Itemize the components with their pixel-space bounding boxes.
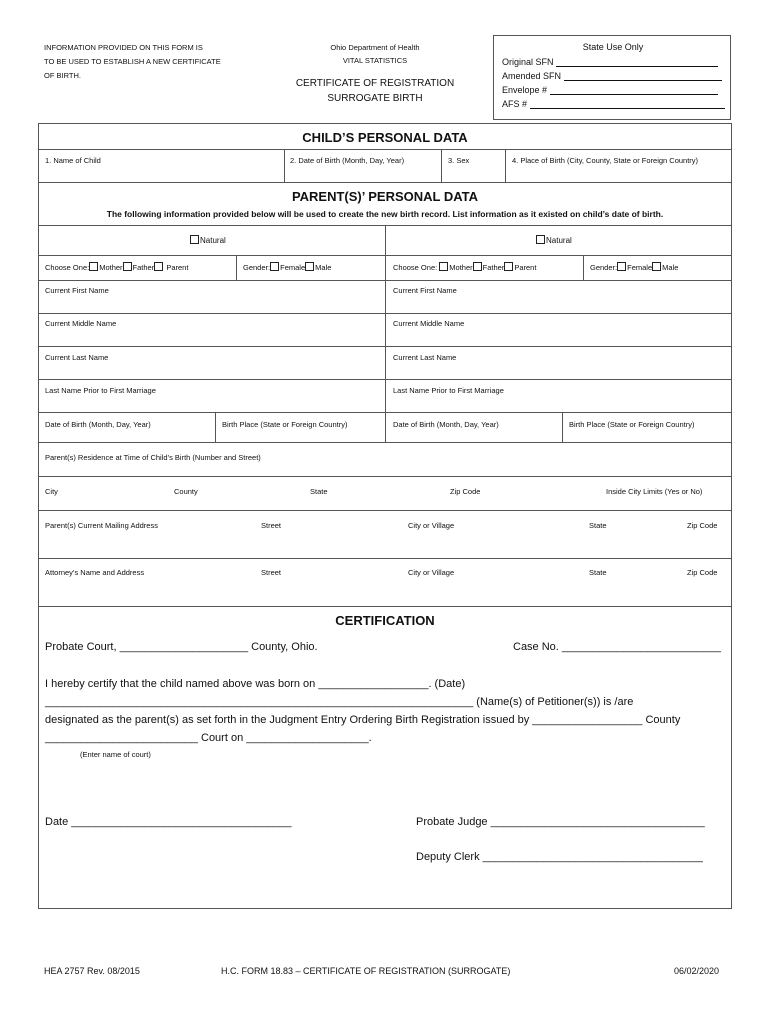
state-use-box [493,35,731,120]
zip-field[interactable]: Zip Code [450,487,481,496]
divider [505,149,506,182]
mailing-street-field[interactable]: Street [261,521,282,530]
original-sfn-row [502,57,718,67]
divider [38,346,732,347]
enter-court-hint: (Enter name of court) [80,750,151,759]
form-title-line1: CERTIFICATE OF REGISTRATION [295,78,455,89]
parent2-natural-option[interactable] [536,235,572,245]
certification-date-line[interactable]: Date ____________________________________ [45,816,292,828]
attorney-label: Attorney’s Name and Address [45,568,145,577]
checkbox[interactable] [536,235,545,244]
certification-heading: CERTIFICATION [335,613,435,628]
info-note-line: INFORMATION PROVIDED ON THIS FORM IS [44,43,203,52]
mother-label: Mother [449,263,473,272]
city-field[interactable]: City [45,487,58,496]
father-checkbox[interactable] [473,262,482,271]
mailing-address-label: Parent(s) Current Mailing Address [45,521,158,530]
child-data-heading: CHILD’S PERSONAL DATA [302,130,468,145]
parent1-natural-option[interactable] [190,235,226,245]
state-use-title: State Use Only [582,42,644,52]
afs-field[interactable] [530,108,725,109]
probate-court-line[interactable]: Probate Court, _____________________ County, Ohio. [45,641,318,653]
parent1-birthplace-field[interactable]: Birth Place (State or Foreign Country) [222,420,348,429]
certify-birth-date-line[interactable]: I hereby certify that the child named above was born on __________________. (Date) [45,678,466,690]
inside-city-limits-field[interactable]: Inside City Limits (Yes or No) [606,487,703,496]
parent1-last-name-field[interactable]: Current Last Name [45,353,109,362]
choose-one-label: Choose One: [393,263,438,272]
hc-form-title: H.C. FORM 18.83 – CERTIFICATE OF REGISTRATION (SURROGATE) [221,966,511,976]
parent-checkbox[interactable] [154,262,163,271]
probate-judge-signature-line[interactable]: Probate Judge ___________________________________ [416,816,705,828]
attorney-city-field[interactable]: City or Village [408,568,455,577]
form-number: HEA 2757 Rev. 08/2015 [44,966,140,976]
parent2-choose-one [393,262,536,272]
amended-sfn-field[interactable] [564,80,722,81]
column-divider [385,225,386,442]
father-checkbox[interactable] [123,262,132,271]
envelope-field[interactable] [550,94,718,95]
residence-field[interactable]: Parent(s) Residence at Time of Child’s Birth (Number and Street) [45,453,261,462]
divider [441,149,442,182]
mother-checkbox[interactable] [439,262,448,271]
parent2-gender [590,262,678,272]
parent1-first-name-field[interactable]: Current First Name [45,286,109,295]
state-field[interactable]: State [310,487,328,496]
male-label: Male [315,263,332,272]
mother-checkbox[interactable] [89,262,98,271]
parent1-choose-one [45,262,188,272]
petitioner-names-line[interactable]: ______________________________________________________________________ (Name(s) of Petitioner(s)) is /are [45,696,634,708]
child-sex-field[interactable]: 3. Sex [448,156,470,165]
child-name-field[interactable]: 1. Name of Child [45,156,101,165]
envelope-row [502,85,718,95]
case-number-line[interactable]: Case No. __________________________ [513,641,721,653]
amended-sfn-label: Amended SFN [502,71,562,81]
natural-label: Natural [200,236,226,245]
female-label: Female [627,263,653,272]
attorney-street-field[interactable]: Street [261,568,282,577]
parent1-gender [243,262,331,272]
gender-label: Gender: [590,263,618,272]
deputy-clerk-signature-line[interactable]: Deputy Clerk ____________________________________ [416,851,703,863]
parent2-last-name-field[interactable]: Current Last Name [393,353,457,362]
court-date-line[interactable]: _________________________ Court on ____________________. [45,732,372,744]
male-checkbox[interactable] [652,262,661,271]
divider [38,182,732,183]
parent-checkbox[interactable] [504,262,513,271]
info-note-line: TO BE USED TO ESTABLISH A NEW CERTIFICATE [44,57,221,66]
divider [38,476,732,477]
parent1-prior-last-name-field[interactable]: Last Name Prior to First Marriage [45,386,156,395]
info-note-line: OF BIRTH. [44,71,81,80]
parent-label: Parent [514,263,537,272]
divider [38,412,732,413]
divider [38,558,732,559]
info-note [44,41,221,83]
checkbox[interactable] [190,235,199,244]
envelope-label: Envelope # [502,85,548,95]
parent2-dob-field[interactable]: Date of Birth (Month, Day, Year) [393,420,499,429]
parent2-middle-name-field[interactable]: Current Middle Name [393,319,465,328]
mailing-zip-field[interactable]: Zip Code [687,521,718,530]
divider [236,255,237,280]
divider [38,379,732,380]
divider [38,606,732,607]
original-sfn-label: Original SFN [502,57,554,67]
divider [38,510,732,511]
department-division: VITAL STATISTICS [342,56,408,65]
female-checkbox[interactable] [270,262,279,271]
parents-note: The following information provided below will be used to create the new birth record. List information as it existed on child’s date of birth. [106,209,664,219]
parent-label: Parent [166,263,189,272]
county-field[interactable]: County [174,487,198,496]
child-dob-field[interactable]: 2. Date of Birth (Month, Day, Year) [290,156,405,165]
form-title-line2: SURROGATE BIRTH [327,93,423,104]
form-title [275,76,475,106]
parent2-first-name-field[interactable]: Current First Name [393,286,457,295]
father-label: Father [132,263,155,272]
father-label: Father [482,263,505,272]
footer-date: 06/02/2020 [674,966,720,976]
gender-label: Gender: [243,263,271,272]
divider [38,255,732,256]
divider [284,149,285,182]
child-birthplace-field[interactable]: 4. Place of Birth (City, County, State or Foreign Country) [512,156,699,165]
parent2-prior-last-name-field[interactable]: Last Name Prior to First Marriage [393,386,504,395]
female-label: Female [280,263,306,272]
department-block [290,41,460,67]
afs-label: AFS # [502,99,528,109]
male-checkbox[interactable] [305,262,314,271]
attorney-state-field[interactable]: State [589,568,607,577]
divider [38,442,732,443]
attorney-zip-field[interactable]: Zip Code [687,568,718,577]
parent2-birthplace-field[interactable]: Birth Place (State or Foreign Country) [569,420,695,429]
parents-data-heading: PARENT(S)’ PERSONAL DATA [291,189,479,204]
divider [38,149,732,150]
original-sfn-field[interactable] [556,66,718,67]
natural-label: Natural [546,236,572,245]
mailing-state-field[interactable]: State [589,521,607,530]
divider [215,412,216,442]
mailing-city-field[interactable]: City or Village [408,521,455,530]
choose-one-label: Choose One: [45,263,90,272]
divider [583,255,584,280]
mother-label: Mother [99,263,123,272]
female-checkbox[interactable] [617,262,626,271]
male-label: Male [662,263,679,272]
divider [38,280,732,281]
divider [38,313,732,314]
amended-sfn-row [502,71,722,81]
divider [562,412,563,442]
judgment-entry-line[interactable]: designated as the parent(s) as set forth in the Judgment Entry Ordering Birth Registration issued by __________________ County [45,714,681,726]
department-name: Ohio Department of Health [330,43,420,52]
parent1-middle-name-field[interactable]: Current Middle Name [45,319,117,328]
afs-row [502,99,725,109]
parent1-dob-field[interactable]: Date of Birth (Month, Day, Year) [45,420,151,429]
